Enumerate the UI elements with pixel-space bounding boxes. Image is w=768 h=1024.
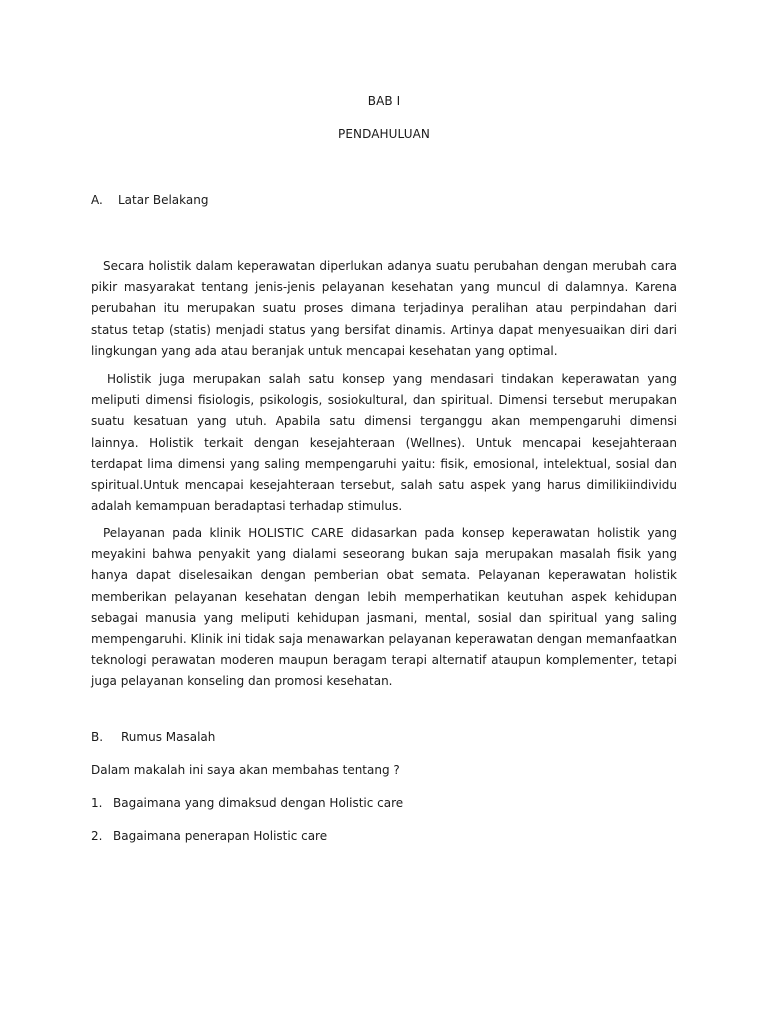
section-b-heading	[91, 730, 215, 744]
chapter-number: BAB I	[367, 94, 401, 108]
intro-line: Dalam makalah ini saya akan membahas tentang ?	[91, 763, 400, 777]
list-item	[91, 829, 327, 843]
list-item-number: 2.	[91, 829, 103, 843]
paragraph-2: Holistik juga merupakan salah satu konsep yang mendasari tindakan keperawatan yang meliputi dimensi fisiologis, psikologis, sosiokultural, dan spiritual. Dimensi tersebut merupakan suatu kesatuan yang utuh. Apabila satu dimensi terganggu akan mempengaruhi dimensi lainnya. Holistik terkait dengan kesejahteraan (Wellnes). Untuk mencapai kesejahteraan terdapat lima dimensi yang saling mempengaruhi yaitu: fisik, emosional, intelektual, sosial dan spiritual.Untuk mencapai kesejahteraan tersebut, salah satu aspek yang harus dimilikiindividu adalah kemampuan beradaptasi terhadap stimulus.	[91, 372, 677, 514]
list-item-text: Bagaimana yang dimaksud dengan Holistic care	[113, 796, 404, 810]
list-item-number: 1.	[91, 796, 103, 810]
chapter-title: PENDAHULUAN	[338, 127, 430, 141]
section-a-title: Latar Belakang	[118, 193, 209, 207]
section-b-title: Rumus Masalah	[121, 730, 216, 744]
section-b-number: B.	[91, 730, 104, 744]
section-a-heading	[91, 193, 208, 207]
list-item-text: Bagaimana penerapan Holistic care	[113, 829, 328, 843]
paragraph-3: Pelayanan pada klinik HOLISTIC CARE didasarkan pada konsep keperawatan holistik yang meyakini bahwa penyakit yang dialami seseorang bukan saja merupakan masalah fisik yang hanya dapat diselesaikan dengan pemberian obat semata. Pelayanan keperawatan holistik memberikan pelayanan kesehatan dengan lebih memperhatikan keutuhan aspek kehidupan sebagai manusia yang meliputi kehidupan jasmani, mental, sosial dan spiritual yang saling mempengaruhi. Klinik ini tidak saja menawarkan pelayanan keperawatan dengan memanfaatkan teknologi perawatan moderen maupun beragam terapi alternatif ataupun komplementer, tetapi juga pelayanan konseling dan promosi kesehatan.	[91, 526, 677, 689]
section-a-number: A.	[91, 193, 103, 207]
list-item	[91, 796, 403, 810]
paragraph-1: Secara holistik dalam keperawatan diperlukan adanya suatu perubahan dengan merubah cara pikir masyarakat tentang jenis-jenis pelayanan kesehatan yang muncul di dalamnya. Karena perubahan itu merupakan suatu proses dimana terjadinya peralihan atau perpindahan dari status tetap (statis) menjadi status yang bersifat dinamis. Artinya dapat menyesuaikan diri dari lingkungan yang ada atau beranjak untuk mencapai kesehatan yang optimal.	[91, 259, 677, 358]
